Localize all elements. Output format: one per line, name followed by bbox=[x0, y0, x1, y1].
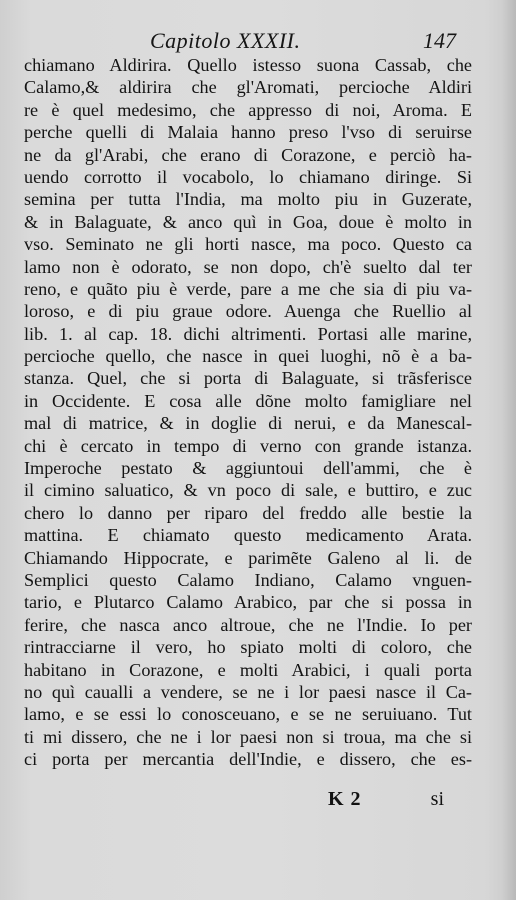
text-line: chero lo danno per riparo del freddo alle bestie la bbox=[24, 502, 472, 523]
text-line: ti mi dissero, che ne i lor paesi non si troua, ma che si bbox=[24, 726, 472, 747]
text-line: ne da gl'Arabi, che erano di Corazone, e perciò ha- bbox=[24, 144, 472, 165]
text-line: perche quelli di Malaia hanno preso l'vso di seruirse bbox=[24, 122, 472, 143]
text-line: stanza. Quel, che si porta di Balaguate, si trãsferisce bbox=[24, 368, 472, 389]
text-line: reno, e quãto piu è verde, pare a me che sia di piu va- bbox=[24, 278, 472, 299]
page-header bbox=[0, 28, 516, 56]
text-line: ferire, che nasca anco altroue, che ne l'Indie. Io per bbox=[24, 614, 472, 635]
signature-mark: K 2 bbox=[328, 788, 362, 810]
text-line: tario, e Plutarco Calamo Arabico, par che si possa in bbox=[24, 592, 472, 613]
body-text bbox=[24, 54, 472, 771]
text-line: semina per tutta l'India, ma molto piu in Guzerate, bbox=[24, 189, 472, 210]
text-line: mattina. E chiamato questo medicamento Arata. bbox=[24, 525, 472, 546]
text-line: lib. 1. al cap. 18. dichi altrimenti. Portasi alle marine, bbox=[24, 323, 472, 344]
page-number: 147 bbox=[423, 28, 456, 53]
page-footer bbox=[0, 788, 516, 814]
text-line: in Occidente. E cosa alle dõne molto famigliare nel bbox=[24, 390, 472, 411]
text-line: Chiamando Hippocrate, e parimẽte Galeno al li. de bbox=[24, 547, 472, 568]
text-line: chi è cercato in tempo di verno con grande istanza. bbox=[24, 435, 472, 456]
text-line: percioche quello, che nasce in quei luoghi, nõ è a ba- bbox=[24, 346, 472, 367]
text-line: & in Balaguate, & anco quì in Goa, doue è molto in bbox=[24, 211, 472, 232]
text-line: rintracciarne il vero, ho spiato molti di coloro, che bbox=[24, 637, 472, 658]
text-line: il cimino saluatico, & vn poco di sale, e buttiro, e zuc bbox=[24, 480, 472, 501]
text-line: loroso, e di piu graue odore. Auenga che Ruellio al bbox=[24, 301, 472, 322]
running-head: Capitolo XXXII. bbox=[150, 28, 301, 53]
text-line: no quì caualli a vendere, se ne i lor paesi nasce il Ca- bbox=[24, 681, 472, 702]
text-line: Imperoche pestato & aggiuntoui dell'ammi, che è bbox=[24, 458, 472, 479]
text-line: habitano in Corazone, e molti Arabici, i quali porta bbox=[24, 659, 472, 680]
text-line: Semplici questo Calamo Indiano, Calamo vnguen- bbox=[24, 569, 472, 590]
text-line: mal di matrice, & in doglie di nerui, e da Manescal- bbox=[24, 413, 472, 434]
text-line: ci porta per mercantia dell'Indie, e dissero, che es- bbox=[24, 749, 472, 770]
text-line: Calamo,& aldirira che gl'Aromati, percioche Aldiri bbox=[24, 77, 472, 98]
page-edge-shadow bbox=[502, 0, 516, 900]
text-line: lamo non è odorato, se non dopo, ch'è sueltο dal ter bbox=[24, 256, 472, 277]
text-line: uendo corrotto il vocabolo, lo chiamano diringe. Si bbox=[24, 166, 472, 187]
text-line: re è quel medesimo, che appresso di noi, Aroma. E bbox=[24, 99, 472, 120]
text-line: chiamano Aldirira. Quello istesso suona Cassab, che bbox=[24, 55, 472, 75]
catchword: si bbox=[430, 788, 444, 810]
text-line: lamo, e se essi lo conosceuano, e se ne seruiuano. Tut bbox=[24, 704, 472, 725]
text-line: vso. Seminato ne gli horti nasce, ma poco. Questo ca bbox=[24, 234, 472, 255]
